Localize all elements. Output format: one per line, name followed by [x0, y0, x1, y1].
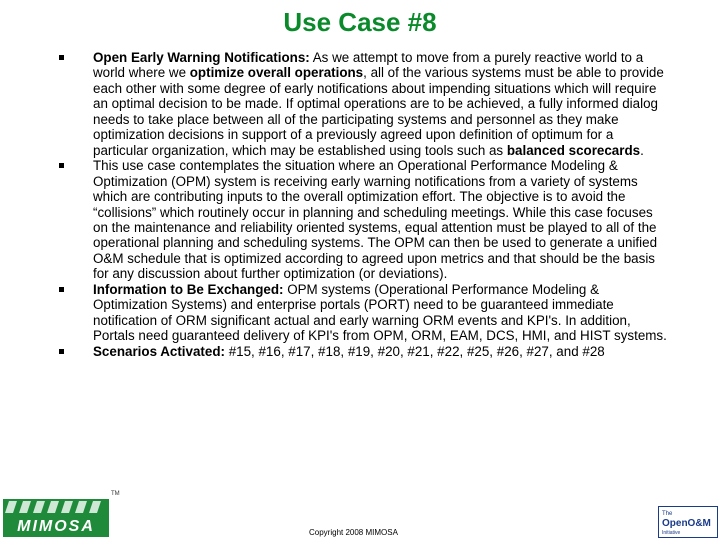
item-text: As we attempt to move from a purely reactive world to a world where we	[93, 50, 644, 81]
item-text: #15, #16, #17, #18, #19, #20, #21, #22, #25, #26, #27, and #28	[224, 343, 605, 359]
item-emphasis: optimize overall operations	[189, 65, 364, 81]
square-bullet-icon	[59, 287, 64, 292]
list-item	[51, 344, 671, 359]
slide-title: Use Case #8	[283, 7, 437, 37]
list-item	[51, 282, 671, 344]
list-item	[51, 50, 671, 158]
item-lead: Information to Be Exchanged:	[93, 281, 284, 297]
trademark-mark: TM	[111, 491, 120, 497]
item-text: , all of the various systems must be able to provide each other with some degree of early notifications about impending situations which will require an optimal decision to be made. If optimal operations are to be achieved, a fully informed dialog needs to take place between all of the participating systems and personnel as they make optimization decisions in support of a previously agreed upon definition of optimum for a particular organization, which may be established using tools such as	[93, 65, 664, 158]
square-bullet-icon	[59, 55, 64, 60]
item-lead: Open Early Warning Notifications:	[93, 50, 310, 65]
item-text: OPM systems (Operational Performance Modeling & Optimization Systems) and enterprise portals (PORT) need to be guaranteed immediate notification of ORM significant actual and early warning ORM events and KPI's. In addition, Portals need guaranteed delivery of KPI's from OPM, ORM, EAM, DCS, HMI, and HIST systems.	[93, 281, 667, 344]
square-bullet-icon	[59, 163, 64, 168]
item-text: .	[640, 142, 644, 158]
openom-logo-main: OpenO&M	[662, 518, 711, 529]
item-emphasis: balanced scorecards	[506, 142, 641, 158]
copyright-text: Copyright 2008 MIMOSA	[309, 528, 398, 537]
openom-logo-top: The	[662, 511, 673, 517]
openom-logo	[658, 506, 718, 538]
list-item	[51, 158, 671, 282]
item-text: This use case contemplates the situation where an Operational Performance Modeling & Optimization (OPM) system is receiving early warning notifications from a variety of systems which are contributing inputs to the overall optimization effort. The objective is to avoid the “collisions” which routinely occur in planning and scheduling meetings. While this case focuses on the maintenance and reliability oriented systems, equal attention must be played to all of the operational planning and scheduling systems. The OPM can then be used to generate a unified O&M schedule that is optimized according to agreed upon metrics and that should be the basis for any discussion about further optimization (or deviations).	[93, 158, 658, 282]
openom-logo-sub: Initiative	[662, 530, 681, 536]
bullet-list	[51, 50, 671, 359]
item-lead: Scenarios Activated:	[93, 343, 225, 359]
mimosa-logo	[3, 499, 109, 537]
mimosa-logo-text: MIMOSA	[17, 518, 95, 535]
square-bullet-icon	[59, 349, 64, 354]
